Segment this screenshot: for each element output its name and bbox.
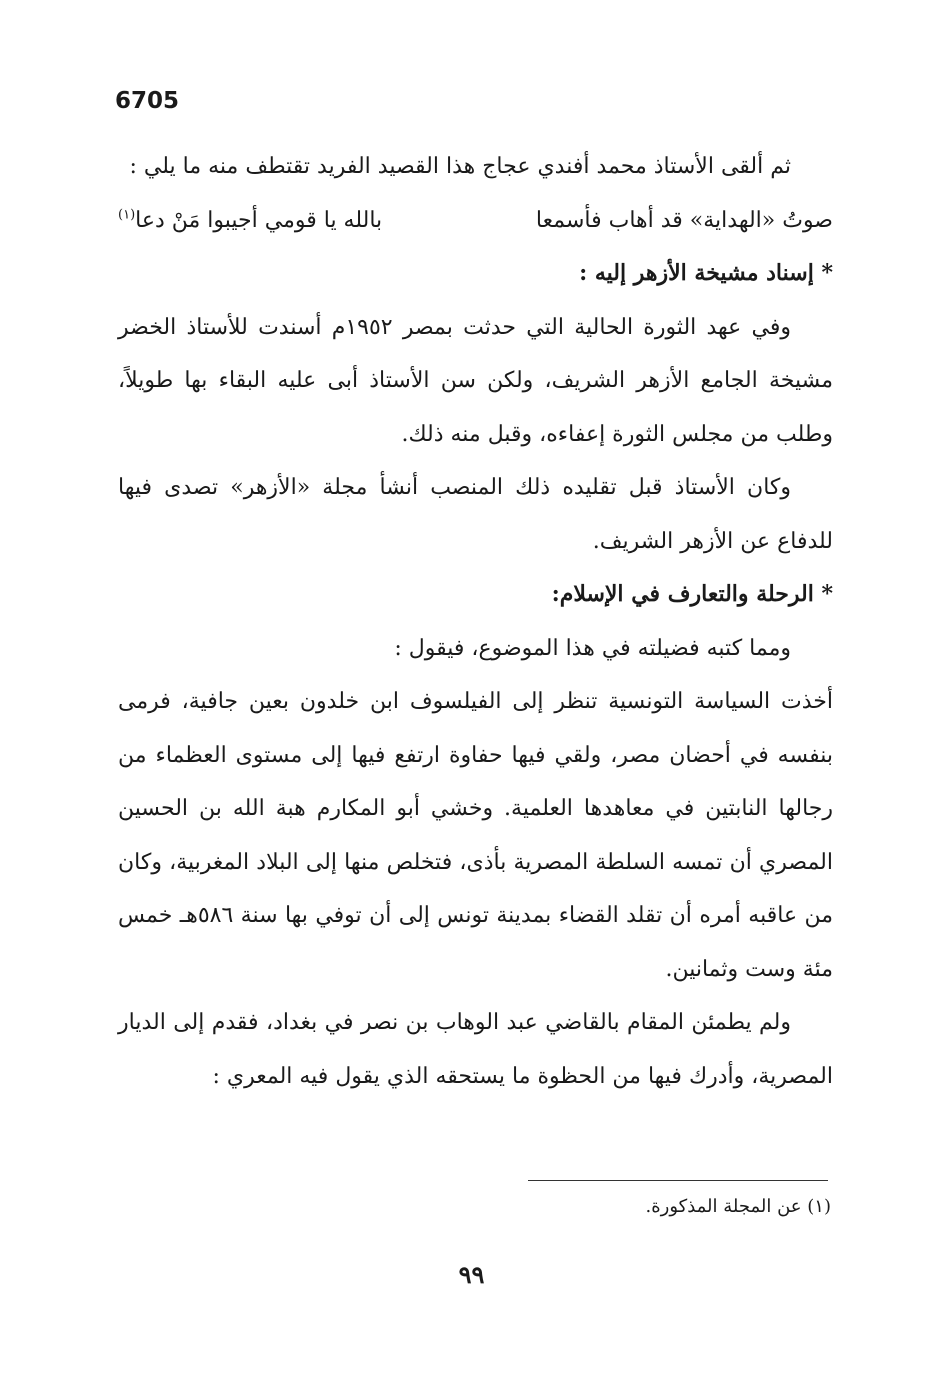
footnote-marker: (١) xyxy=(118,207,136,223)
verse-second-hemistich xyxy=(118,194,382,248)
footnote-divider xyxy=(528,1180,828,1181)
section-heading-travel: * الرحلة والتعارف في الإسلام: xyxy=(551,581,833,607)
paragraph-writing-intro: ومما كتبه فضيلته في هذا الموضوع، فيقول : xyxy=(394,635,791,661)
verse-second-text: بالله يا قومي أجيبوا مَنْ دعا xyxy=(135,207,383,233)
paragraph-intro: ثم ألقى الأستاذ محمد أفندي عجاج هذا القصيد الفريد تقتطف منه ما يلي : xyxy=(129,154,791,179)
verse-first-hemistich: صوتُ «الهداية» قد أهاب فأسمعا xyxy=(535,207,833,233)
paragraph-abd-al-wahhab: ولم يطمئن المقام بالقاضي عبد الوهاب بن نصر في بغداد، فقدم إلى الديار المصرية، وأدرك فيها من الحظوة ما يستحقه الذي يقول فيه المعري : xyxy=(118,1010,833,1089)
paragraph-azhar-magazine: وكان الأستاذ قبل تقليده ذلك المنصب أنشأ مجلة «الأزهر» تصدى فيها للدفاع عن الأزهر الشريف. xyxy=(118,475,833,554)
page-number: ٩٩ xyxy=(458,1260,485,1289)
paragraph-revolution: وفي عهد الثورة الحالية التي حدثت بمصر ١٩٥٢م أسندت للأستاذ الخضر مشيخة الجامع الأزهر الشريف، ولكن سن الأستاذ أبى عليه البقاء بها طويلاً، وطلب من مجلس الثورة إعفاءه، وقبل منه ذلك. xyxy=(118,314,833,447)
footnote: (١) عن المجلة المذكورة. xyxy=(645,1196,831,1217)
page-id: 6705 xyxy=(115,88,180,114)
body-text xyxy=(118,140,833,1103)
section-heading-azhar: * إسناد مشيخة الأزهر إليه : xyxy=(579,260,833,286)
poem-verse xyxy=(118,194,833,248)
paragraph-ibn-khaldun: أخذت السياسة التونسية تنظر إلى الفيلسوف ابن خلدون بعين جافية، فرمى بنفسه في أحضان مصر، ولقي فيها حفاوة ارتفع فيها إلى مستوى العظماء من رجالها النابتين في معاهدها العلمية. وخشي أبو المكارم هبة الله بن الحسين المصري أن تمسه السلطة المصرية بأذى، فتخلص منها إلى البلاد المغربية، وكان من عاقبه أمره أن تقلد القضاء بمدينة تونس إلى أن توفي بها سنة ٥٨٦هـ خمس مئة وست وثمانين. xyxy=(118,689,833,982)
